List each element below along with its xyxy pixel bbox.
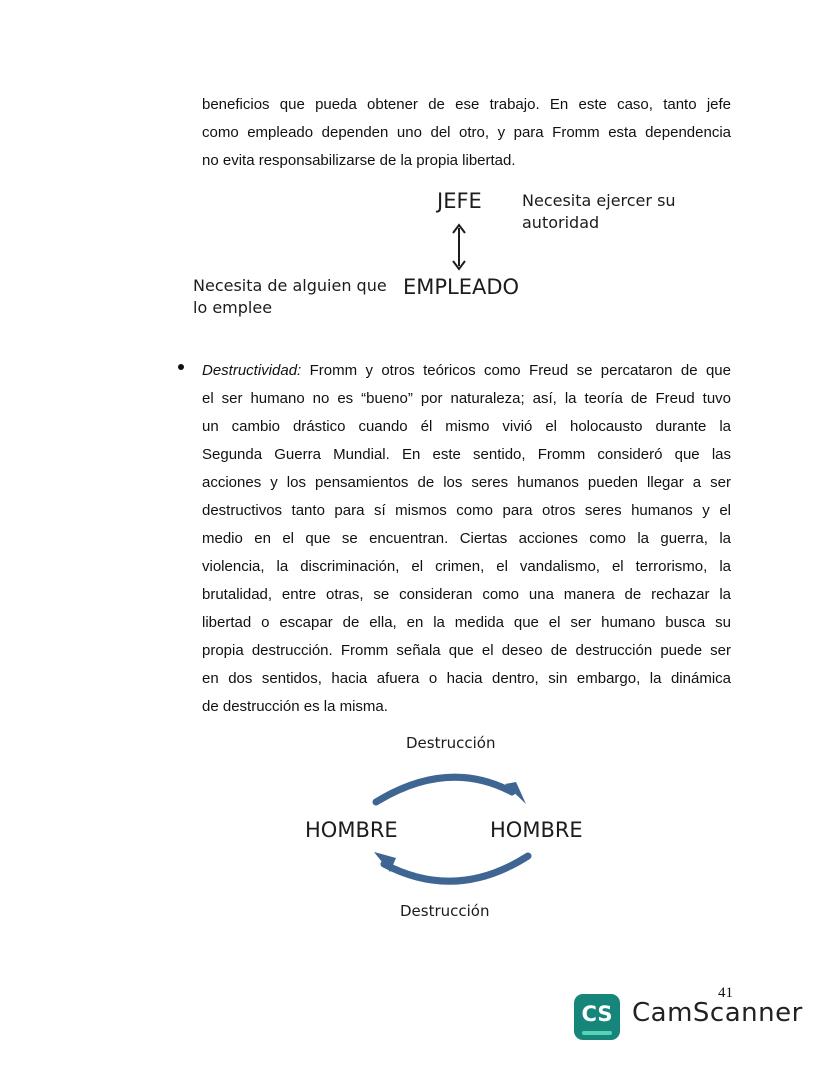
camscanner-logo xyxy=(574,994,620,1040)
bottom-destruction-label: Destrucción xyxy=(400,902,490,920)
boss-need-line1: Necesita ejercer su xyxy=(522,191,676,210)
employee-label: EMPLEADO xyxy=(403,275,520,299)
employee-need-line2: lo emplee xyxy=(193,298,273,317)
text-line: medio en el que se encuentran. Ciertas acciones como la guerra, la xyxy=(202,530,731,547)
text-line: propia destrucción. Fromm señala que el deseo de destrucción puede ser xyxy=(202,642,731,659)
boss-need-line2: autoridad xyxy=(522,213,600,232)
text-line: destructivos tanto para sí mismos como para otros seres humanos y el xyxy=(202,502,731,519)
text-line: un cambio drástico cuando él mismo vivió el holocausto durante la xyxy=(202,418,731,435)
boss-label: JEFE xyxy=(437,189,482,213)
camscanner-wordmark: CamScanner xyxy=(632,998,803,1028)
text-line: violencia, la discriminación, el crimen, el vandalismo, el terrorismo, la xyxy=(202,558,731,575)
text-line: libertad o escapar de ella, en la medida que el ser humano busca su xyxy=(202,614,731,631)
left-man-node: HOMBRE xyxy=(305,818,398,842)
text-line xyxy=(202,360,731,382)
term-destructividad: Destructividad: xyxy=(202,362,302,379)
text-line: acciones y los pensamientos de los seres humanos pueden llegar a ser xyxy=(202,474,731,491)
text-line: en dos sentidos, hacia afuera o hacia dentro, sin embargo, la dinámica xyxy=(202,670,731,687)
top-destruction-label: Destrucción xyxy=(406,734,496,752)
text-line: beneficios que pueda obtener de ese trabajo. En este caso, tanto jefe xyxy=(202,96,731,113)
camscanner-logo-text: CS xyxy=(581,1002,613,1026)
bullet-dot xyxy=(178,364,184,370)
text-line: brutalidad, entre otras, se consideran como una manera de rechazar la xyxy=(202,586,731,603)
text-line: el ser humano no es “bueno” por naturaleza; así, la teoría de Freud tuvo xyxy=(202,390,731,407)
text-line: como empleado dependen uno del otro, y para Fromm esta dependencia xyxy=(202,124,731,141)
text-line: no evita responsabilizarse de la propia libertad. xyxy=(202,152,516,169)
right-man-node: HOMBRE xyxy=(490,818,583,842)
page-number: 41 xyxy=(718,985,733,1001)
double-arrow-icon xyxy=(448,222,470,272)
camscanner-logo-bar xyxy=(582,1031,612,1035)
text-fragment: Fromm y otros teóricos como Freud se percataron de que xyxy=(301,362,731,379)
text-line: Segunda Guerra Mundial. En este sentido, Fromm consideró que las xyxy=(202,446,731,463)
employee-need-line1: Necesita de alguien que xyxy=(193,276,387,295)
text-line: de destrucción es la misma. xyxy=(202,698,388,715)
